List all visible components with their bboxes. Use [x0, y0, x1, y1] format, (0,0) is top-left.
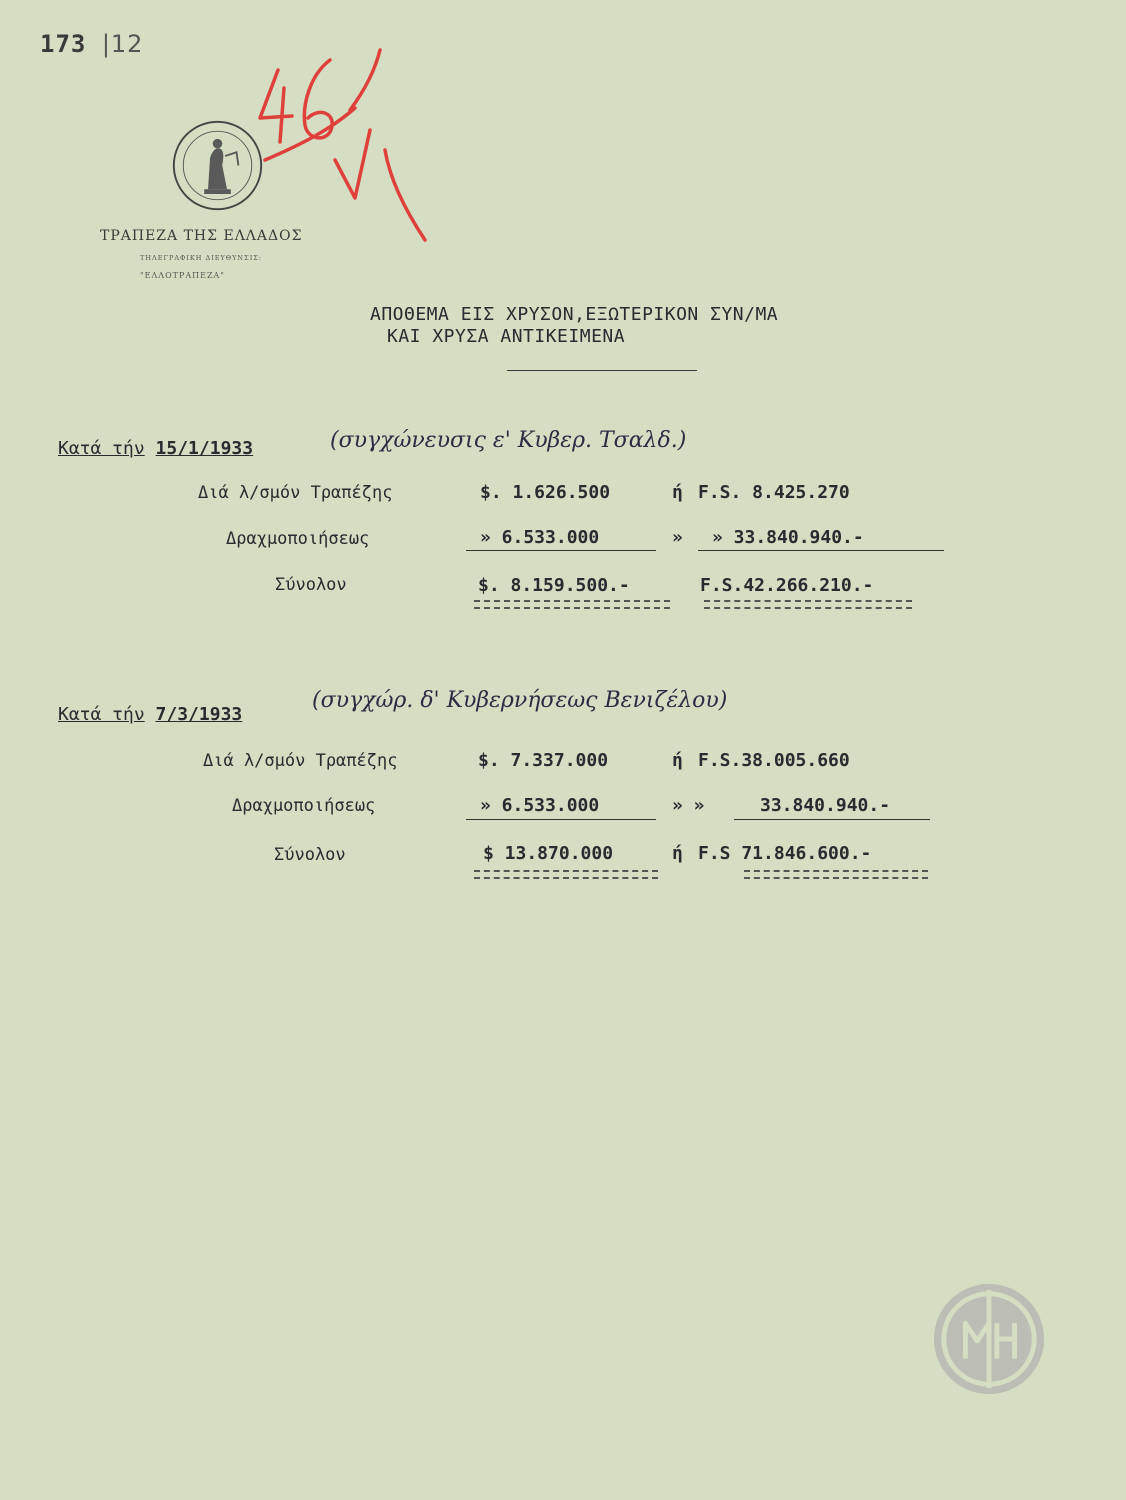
section-2-total-label: Σύνολον	[274, 845, 346, 865]
archive-reference	[40, 30, 143, 58]
telegraph-address-label: ΤΗΛΕΓΡΑΦΙΚΗ ΔΙΕΥΘΥΝΣΙΣ:	[140, 254, 263, 262]
section-2-row-1-sep: ή	[672, 750, 683, 771]
section-1-row-1-fs: F.S. 8.425.270	[698, 482, 850, 503]
archive-ref-separator: |	[101, 30, 111, 58]
telegraph-address-name: "ΕΛΛΟΤΡΑΠΕΖΑ"	[140, 271, 225, 280]
section-2-total-double-rule-usd	[474, 870, 658, 879]
section-1-row-2-label: Δραχμοποιήσεως	[226, 529, 370, 549]
section-1-row-1-usd: $. 1.626.500	[480, 482, 611, 503]
section-1-total-usd: $. 8.159.500.-	[478, 575, 630, 596]
section-1-handwritten-note: (συγχώνευσις ε' Κυβερ. Τσαλδ.)	[330, 428, 687, 453]
section-2-handwritten-note: (συγχώρ. δ' Κυβερνήσεως Βενιζέλου)	[312, 688, 728, 713]
section-1-row-1-label: Διά λ/σμόν Τραπέζης	[198, 483, 393, 503]
title-underline	[507, 370, 697, 371]
section-1-total-fs: F.S.42.266.210.-	[700, 575, 874, 596]
section-1-row-2-fs: » 33.840.940.-	[712, 527, 864, 548]
section-2-row-1-usd: $. 7.337.000	[478, 750, 609, 771]
bank-seal-logo	[170, 118, 265, 213]
section-1-row-2-usd: » 6.533.000	[480, 527, 600, 548]
archive-ref-main: 173	[40, 30, 87, 58]
section-2-row-1-label: Διά λ/σμόν Τραπέζης	[203, 751, 398, 771]
section-2-total-fs: F.S 71.846.600.-	[698, 843, 872, 864]
section-2-row-2-sep: » »	[672, 795, 705, 816]
section-2-row-2-fs: 33.840.940.-	[760, 795, 891, 816]
bank-name: ΤΡΑΠΕΖΑ ΤΗΣ ΕΛΛΑΔΟΣ	[100, 228, 303, 244]
section-1-total-label: Σύνολον	[275, 575, 347, 595]
section-1-row-2-sep: »	[672, 527, 683, 548]
section-1-total-double-rule-fs	[704, 600, 912, 609]
section-2-total-sep: ή	[672, 843, 683, 864]
section-2-date-value: 7/3/1933	[155, 704, 243, 725]
document-title-line2: ΚΑΙ ΧΡΥΣΑ ΑΝΤΙΚΕΙΜΕΝΑ	[387, 326, 626, 347]
section-1-total-double-rule-usd	[474, 600, 670, 609]
section-1-date	[58, 438, 253, 459]
section-2-subtotal-underline-fs	[734, 819, 930, 820]
section-2-total-usd: $ 13.870.000	[483, 843, 614, 864]
section-2-row-1-fs: F.S.38.005.660	[698, 750, 850, 771]
section-1-date-value: 15/1/1933	[155, 438, 254, 459]
archive-stamp-text: ΜΠΗ	[930, 1280, 932, 1281]
section-1-date-prefix: Κατά τήν	[58, 438, 145, 459]
section-2-row-2-label: Δραχμοποιήσεως	[232, 796, 376, 816]
section-2-subtotal-underline-usd	[466, 819, 656, 820]
digit-four-stroke	[260, 70, 292, 118]
section-2-date	[58, 704, 242, 725]
document-title-line1: ΑΠΟΘΕΜΑ ΕΙΣ ΧΡΥΣΟΝ,ΕΞΩΤΕΡΙΚΟΝ ΣΥΝ/ΜΑ	[370, 304, 779, 325]
section-1-row-1-sep: ή	[672, 482, 683, 503]
archive-ref-sub: 12	[110, 30, 144, 58]
section-2-total-double-rule-fs	[744, 870, 928, 879]
section-2-date-prefix: Κατά τήν	[58, 704, 145, 725]
section-1-subtotal-underline-usd	[466, 550, 656, 551]
section-1-subtotal-underline-fs	[698, 550, 944, 551]
archive-stamp-logo	[930, 1280, 1048, 1398]
section-2-row-2-usd: » 6.533.000	[480, 795, 600, 816]
